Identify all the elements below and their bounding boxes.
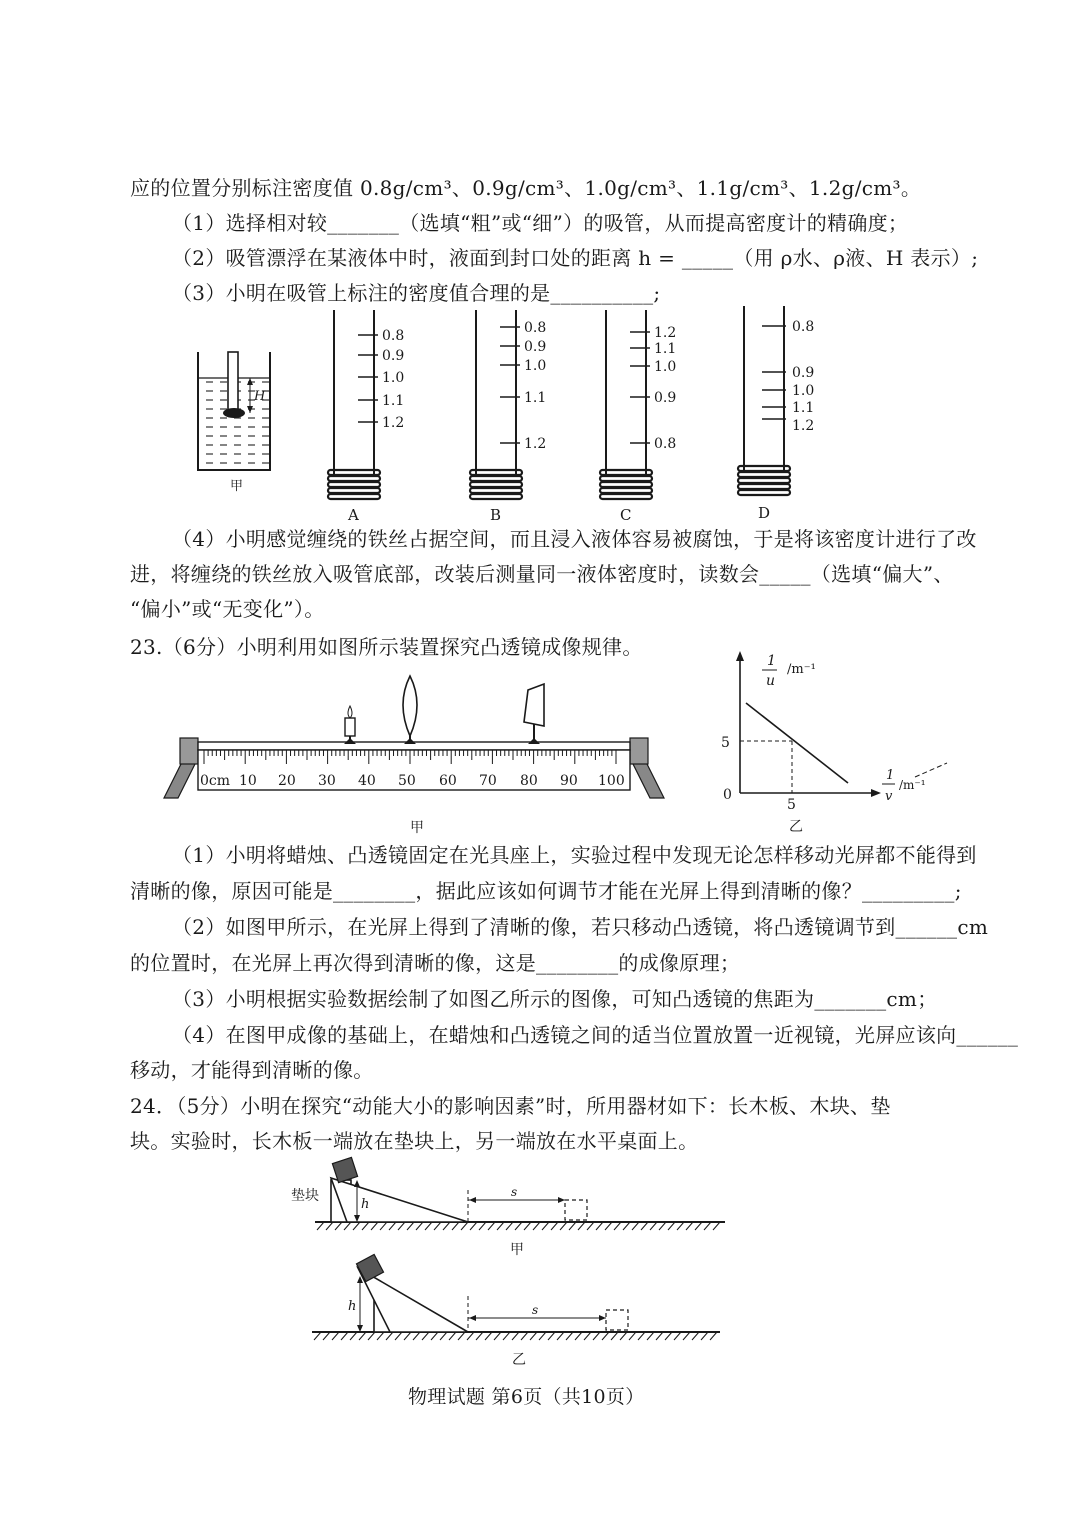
q22-part4-line1: （4）小明感觉缠绕的铁丝占据空间，而且浸入液体容易被腐蚀，于是将该密度计进行了改 (172, 527, 977, 551)
ground-hatch (323, 1332, 330, 1340)
graph-origin: 0 (723, 787, 732, 803)
x-axis-num: 1 (886, 768, 895, 783)
tube-a-tick-5: 1.2 (382, 415, 405, 431)
ramp2-caption: 乙 (512, 1352, 526, 1368)
tube-b-tick-1: 0.8 (524, 320, 547, 336)
ground-hatch (548, 1332, 555, 1340)
beaker-h-label: H (254, 389, 266, 404)
bench-tick-100: 100 (598, 773, 625, 789)
tube-c-tick-3: 1.0 (654, 359, 677, 375)
ground-hatch (593, 1332, 600, 1340)
tube-a-tick-1: 0.8 (382, 328, 405, 344)
ground-hatch (695, 1222, 702, 1230)
tube-b-tick-3: 1.0 (524, 358, 547, 374)
ground-hatch (416, 1222, 423, 1230)
q23-part4-line2: 移动，才能得到清晰的像。 (130, 1058, 374, 1082)
ground-hatch (551, 1222, 558, 1230)
ground-hatch (377, 1332, 384, 1340)
ground-hatch (650, 1222, 657, 1230)
ground-hatch (506, 1222, 513, 1230)
ground-hatch (488, 1222, 495, 1230)
ground-hatch (575, 1332, 582, 1340)
q22-part3: （3）小明在吸管上标注的密度值合理的是__________; (172, 281, 661, 305)
q22-part4-line2: 进，将缠绕的铁丝放入吸管底部，改装后测量同一液体密度时，读数会_____（选填“偏大”、 (130, 562, 954, 586)
q23-part4-line1: （4）在图甲成像的基础上，在蜡烛和凸透镜之间的适当位置放置一近视镜，光屏应该向______ (172, 1023, 1019, 1047)
ground-hatch (611, 1332, 618, 1340)
tube-a (320, 310, 440, 525)
ground-hatch (683, 1332, 690, 1340)
tube-a-tick-4: 1.1 (382, 393, 405, 409)
y-axis-unit: /m⁻¹ (787, 662, 816, 677)
tube-d (730, 306, 850, 521)
bench-tick-90: 90 (560, 773, 578, 789)
q23-part2-line2: 的位置时，在光屏上再次得到清晰的像，这是________的成像原理； (130, 951, 741, 975)
ground-hatch (317, 1222, 324, 1230)
ground-hatch (638, 1332, 645, 1340)
q23-part1-line2: 清晰的像，原因可能是________，据此应该如何调节才能在光屏上得到清晰的像？_________; (130, 879, 962, 903)
graph-x-mark: 5 (787, 797, 796, 813)
ground-hatch (542, 1222, 549, 1230)
tube-c-tick-4: 0.9 (654, 390, 677, 406)
ground-hatch (701, 1332, 708, 1340)
ground-hatch (422, 1332, 429, 1340)
beaker-caption: 甲 (230, 479, 244, 494)
ground-hatch (713, 1222, 720, 1230)
ramp1-caption: 甲 (510, 1242, 524, 1258)
ground-hatch (335, 1222, 342, 1230)
ground-hatch (449, 1332, 456, 1340)
tube-b-tick-2: 0.9 (524, 339, 547, 355)
ground-hatch (659, 1222, 666, 1230)
ground-hatch (425, 1222, 432, 1230)
q23-part1-line1: （1）小明将蜡烛、凸透镜固定在光具座上，实验过程中发现无论怎样移动光屏都不能得到 (172, 843, 977, 867)
tube-b-label: B (490, 506, 502, 524)
ground-hatch (629, 1332, 636, 1340)
ramp1-block-label: 垫块 (291, 1188, 319, 1204)
ground-hatch (578, 1222, 585, 1230)
ground-hatch (440, 1332, 447, 1340)
tube-a-tick-3: 1.0 (382, 370, 405, 386)
q22-intro-text: 应的位置分别标注密度值 0.8g/cm³、0.9g/cm³、1.0g/cm³、1.1g/cm³、1.2g/cm³。 (130, 176, 922, 200)
tube-a-tick-2: 0.9 (382, 348, 405, 364)
page-footer: 物理试题 第6页（共10页） (408, 1386, 645, 1408)
ground-hatch (623, 1222, 630, 1230)
ground-hatch (494, 1332, 501, 1340)
tube-d-tick-4: 1.1 (792, 400, 815, 416)
ground-hatch (470, 1222, 477, 1230)
q23-title: 23.（6分）小明利用如图所示装置探究凸透镜成像规律。 (130, 635, 643, 659)
ramp1-ball-block (332, 1157, 357, 1182)
ramp-figure-1 (285, 1150, 735, 1260)
ground-hatch (404, 1332, 411, 1340)
tube-c-tick-5: 0.8 (654, 436, 677, 452)
ground-hatch (479, 1222, 486, 1230)
tube-b-tick-4: 1.1 (524, 390, 547, 406)
ground-hatch (476, 1332, 483, 1340)
ground-hatch (668, 1222, 675, 1230)
ground-hatch (686, 1222, 693, 1230)
ground-hatch (362, 1222, 369, 1230)
ground-hatch (539, 1332, 546, 1340)
bench-caption: 甲 (410, 820, 424, 836)
ramp1-s-label: s (511, 1185, 518, 1199)
tube-d-tick-1: 0.8 (792, 319, 815, 335)
ground-hatch (524, 1222, 531, 1230)
x-axis-den: v (885, 789, 893, 804)
tube-d-tick-5: 1.2 (792, 418, 815, 434)
ground-hatch (431, 1332, 438, 1340)
ground-hatch (341, 1332, 348, 1340)
q22-part1: （1）选择相对较_______（选填“粗”或“细”）的吸管，从而提高密度计的精确度； (172, 211, 909, 235)
tube-a-label: A (348, 506, 359, 524)
ground-hatch (326, 1222, 333, 1230)
inverse-distance-graph (715, 645, 955, 835)
bench-tick-40: 40 (358, 773, 376, 789)
ground-hatch (587, 1222, 594, 1230)
ground-hatch (353, 1222, 360, 1230)
ground-hatch (485, 1332, 492, 1340)
ground-hatch (557, 1332, 564, 1340)
bench-tick-20: 20 (278, 773, 296, 789)
ground-hatch (332, 1332, 339, 1340)
ground-hatch (647, 1332, 654, 1340)
q22-part4-line3: “偏小”或“无变化”）。 (130, 597, 325, 621)
ground-hatch (350, 1332, 357, 1340)
bench-tick-60: 60 (439, 773, 457, 789)
ground-hatch (359, 1332, 366, 1340)
ground-hatch (677, 1222, 684, 1230)
ramp2-h-label: h (348, 1299, 357, 1314)
tube-c-label: C (620, 506, 632, 524)
ground-hatch (692, 1332, 699, 1340)
tube-c-tick-1: 1.2 (654, 325, 677, 341)
ground-hatch (596, 1222, 603, 1230)
y-axis-num: 1 (767, 653, 776, 669)
ramp1-board (331, 1178, 468, 1222)
tube-c (592, 310, 712, 525)
graph-y-mark: 5 (721, 735, 730, 751)
q24-line1: 24．（5分）小明在探究“动能大小的影响因素”时，所用器材如下：长木板、木块、垫 (130, 1094, 891, 1118)
ground-hatch (368, 1332, 375, 1340)
bench-tick-80: 80 (520, 773, 538, 789)
ground-hatch (434, 1222, 441, 1230)
ground-hatch (566, 1332, 573, 1340)
ground-hatch (389, 1222, 396, 1230)
beaker-figure (190, 350, 290, 495)
ground-hatch (413, 1332, 420, 1340)
tube-b (462, 310, 582, 525)
ground-hatch (614, 1222, 621, 1230)
q24-line2: 块。实验时，长木板一端放在垫块上，另一端放在水平桌面上。 (130, 1129, 699, 1153)
ground-hatch (512, 1332, 519, 1340)
bench-tick-70: 70 (479, 773, 497, 789)
bench-tick-0: 0cm (200, 773, 231, 789)
candle-icon (344, 706, 356, 744)
y-axis-den: u (766, 673, 776, 689)
ground-hatch (380, 1222, 387, 1230)
ramp-figure-2 (300, 1252, 730, 1372)
ground-hatch (620, 1332, 627, 1340)
ground-hatch (503, 1332, 510, 1340)
ramp2-s-label: s (532, 1303, 539, 1317)
light-screen-icon (524, 684, 544, 744)
ground-hatch (632, 1222, 639, 1230)
ground-hatch (674, 1332, 681, 1340)
ground-hatch (515, 1222, 522, 1230)
tube-d-tick-3: 1.0 (792, 383, 815, 399)
ground-hatch (641, 1222, 648, 1230)
tube-b-tick-5: 1.2 (524, 436, 547, 452)
ground-hatch (710, 1332, 717, 1340)
bench-tick-10: 10 (239, 773, 257, 789)
ground-hatch (704, 1222, 711, 1230)
ground-hatch (461, 1222, 468, 1230)
q22-part2: （2）吸管漂浮在某液体中时，液面到封口处的距离 h = _____（用 ρ水、ρ液、H 表示）; (172, 246, 979, 270)
ground-hatch (467, 1332, 474, 1340)
optical-bench-figure (160, 670, 670, 845)
ramp1-h-label: h (361, 1197, 370, 1212)
ground-hatch (605, 1222, 612, 1230)
ground-hatch (458, 1332, 465, 1340)
q23-part2-line1: （2）如图甲所示，在光屏上得到了清晰的像，若只移动凸透镜，将凸透镜调节到______cm (172, 915, 989, 939)
ground-hatch (344, 1222, 351, 1230)
ground-hatch (497, 1222, 504, 1230)
bench-tick-50: 50 (398, 773, 416, 789)
ground-hatch (443, 1222, 450, 1230)
tube-d-tick-2: 0.9 (792, 365, 815, 381)
ground-hatch (665, 1332, 672, 1340)
ground-hatch (569, 1222, 576, 1230)
ground-hatch (371, 1222, 378, 1230)
ground-hatch (395, 1332, 402, 1340)
ground-hatch (407, 1222, 414, 1230)
x-axis-unit: /m⁻¹ (899, 778, 926, 792)
ground-hatch (584, 1332, 591, 1340)
tube-c-tick-2: 1.1 (654, 341, 677, 357)
ground-hatch (398, 1222, 405, 1230)
ground-hatch (314, 1332, 321, 1340)
graph-line (746, 703, 848, 783)
convex-lens-icon (403, 676, 417, 744)
ground-hatch (533, 1222, 540, 1230)
ground-hatch (656, 1332, 663, 1340)
ground-hatch (602, 1332, 609, 1340)
q23-part3: （3）小明根据实验数据绘制了如图乙所示的图像，可知凸透镜的焦距为_______cm； (172, 987, 938, 1011)
bench-tick-30: 30 (318, 773, 336, 789)
tube-d-label: D (758, 504, 771, 522)
graph-caption: 乙 (789, 819, 803, 835)
ground-hatch (560, 1222, 567, 1230)
ground-hatch (386, 1332, 393, 1340)
ground-hatch (521, 1332, 528, 1340)
ground-hatch (452, 1222, 459, 1230)
ground-hatch (530, 1332, 537, 1340)
